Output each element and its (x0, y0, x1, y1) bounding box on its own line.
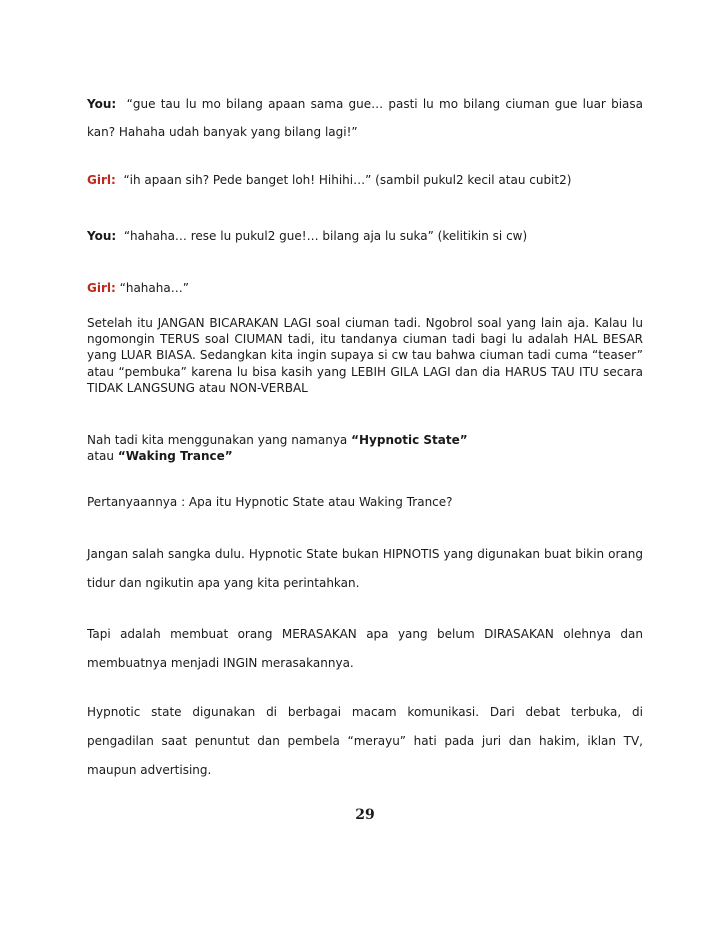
paragraph-tapi: Tapi adalah membuat orang MERASAKAN apa yang belum DIRASAKAN olehnya dan membuatnya menjadi INGIN merasakannya. (87, 627, 643, 670)
page-number: 29 (355, 807, 375, 823)
dialogue-text: “hahaha… rese lu pukul2 gue!… bilang aja lu suka” (kelitikin si cw) (123, 229, 528, 243)
dialogue-line-3 (87, 228, 643, 244)
paragraph-pertanyaan: Pertanyaannya : Apa itu Hypnotic State atau Waking Trance? (87, 495, 453, 509)
paragraph-jangan: Jangan salah sangka dulu. Hypnotic State bukan HIPNOTIS yang digunakan buat bikin orang tidur dan ngikutin apa yang kita perintahkan. (87, 547, 643, 590)
term-waking-trance: “Waking Trance” (117, 449, 233, 464)
paragraph-hypnotic: Hypnotic state digunakan di berbagai macam komunikasi. Dari debat terbuka, di pengadilan saat penuntut dan pembela “merayu” hati pada juri dan hakim, iklan TV, maupun advertising. (87, 705, 643, 777)
speaker-you: You: (87, 229, 117, 243)
term-hypnotic-state: “Hypnotic State” (351, 433, 468, 447)
speaker-you: You: (87, 97, 117, 111)
dialogue-line-4 (87, 280, 643, 296)
nah-prefix: Nah tadi kita menggunakan yang namanya (87, 433, 348, 447)
document-page (87, 0, 643, 943)
paragraph-nah (87, 432, 643, 464)
dialogue-text: “ih apaan sih? Pede banget loh! Hihihi…” (sambil pukul2 kecil atau cubit2) (123, 173, 572, 187)
paragraph-setelah: Setelah itu JANGAN BICARAKAN LAGI soal ciuman tadi. Ngobrol soal yang lain aja. Kalau lu ngomongin TERUS soal CIUMAN tadi, itu tandanya ciuman tadi bagi lu adalah HAL BESAR yang LUAR BIASA. Sedangkan kita ingin supaya si cw tau bahwa ciuman tadi cuma “teaser” atau “pembuka” karena lu bisa kasih yang LEBIH GILA LAGI dan dia HARUS TAU ITU secara TIDAK LANGSUNG atau NON-VERBAL (87, 316, 643, 395)
dialogue-text: “gue tau lu mo bilang apaan sama gue… pasti lu mo bilang ciuman gue luar biasa kan? Hahaha udah banyak yang bilang lagi!” (87, 97, 643, 139)
dialogue-text: “hahaha…” (119, 281, 189, 295)
nah-connector: atau (87, 449, 115, 464)
dialogue-line-1 (87, 90, 643, 146)
dialogue-line-2 (87, 172, 643, 188)
speaker-girl: Girl: (87, 281, 116, 295)
speaker-girl: Girl: (87, 173, 116, 187)
